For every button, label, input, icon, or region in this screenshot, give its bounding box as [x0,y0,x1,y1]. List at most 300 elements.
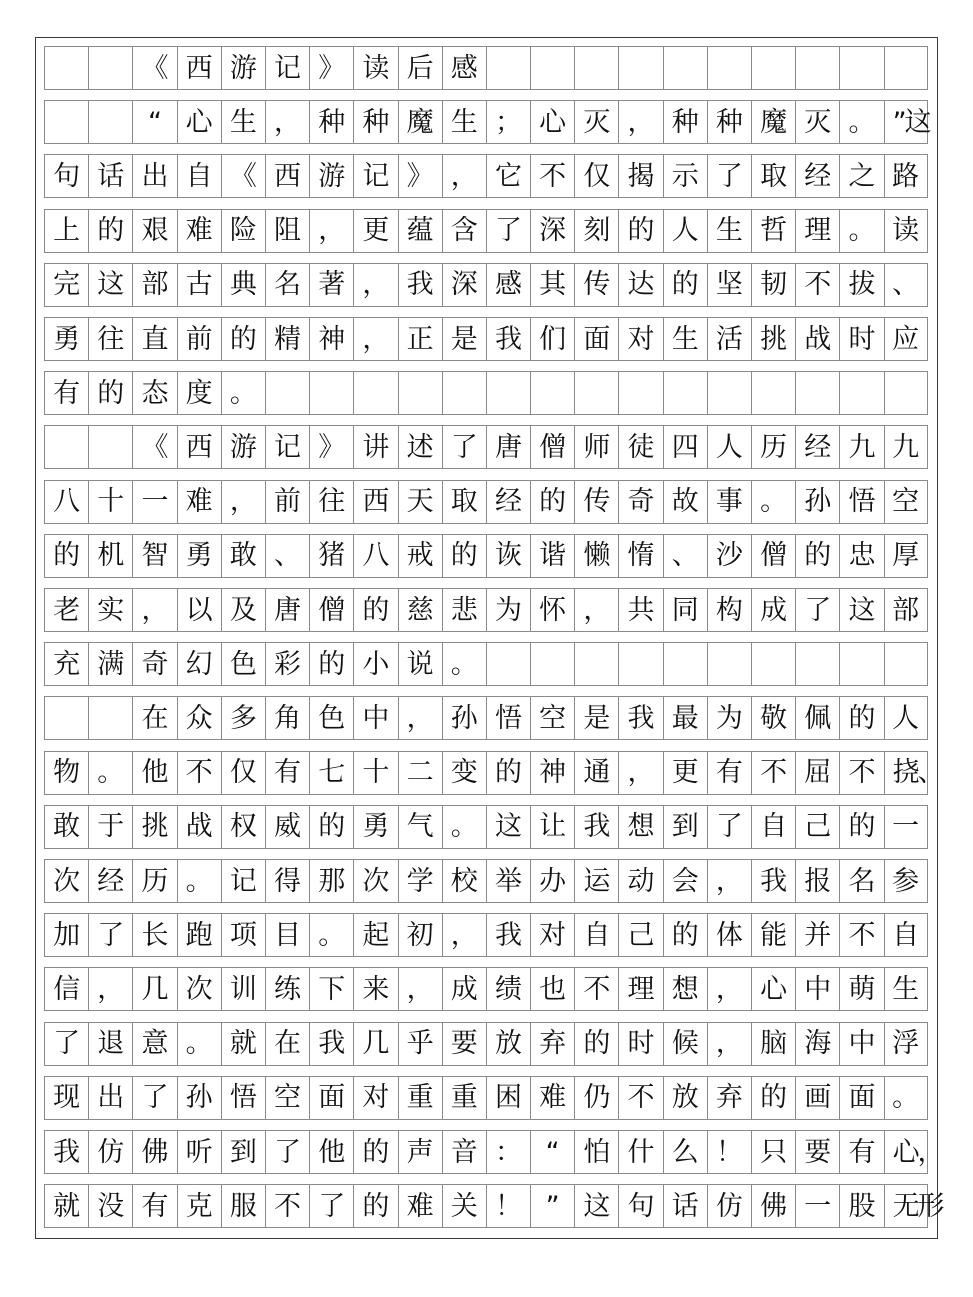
grid-cell: 空 [884,481,928,523]
grid-cell: 运 [574,860,618,902]
grid-row [44,209,928,253]
grid-cell [884,372,928,414]
grid-cell: 感 [486,264,530,306]
grid-cell: 彩 [265,643,309,685]
grid-cell: 校 [442,860,486,902]
grid-cell: 不 [530,155,574,197]
grid-cell: 的 [309,806,353,848]
grid-cell: 不 [751,752,795,794]
grid-cell: 威 [265,806,309,848]
grid-cell: 了 [88,914,132,956]
grid-cell: 我 [44,1131,88,1173]
grid-cell: 它 [486,155,530,197]
grid-cell: 现 [44,1077,88,1119]
grid-cell: 克 [177,1185,221,1227]
grid-cell: 次 [44,860,88,902]
grid-cell [574,47,618,89]
grid-row [44,154,928,198]
grid-cell: 弃 [530,1023,574,1065]
grid-cell: 。 [884,1077,928,1119]
grid-cell: 己 [795,806,839,848]
grid-cell: 种 [663,101,707,143]
grid-cell: 学 [398,860,442,902]
grid-cell: 《 [132,47,176,89]
grid-cell: 七 [309,752,353,794]
grid-cell: 战 [795,318,839,360]
grid-row [44,1022,928,1066]
grid-cell: 。 [442,806,486,848]
grid-cell: 要 [442,1023,486,1065]
grid-row [44,534,928,578]
grid-cell: 经 [795,426,839,468]
grid-cell: 不 [839,914,883,956]
grid-cell: 达 [618,264,662,306]
grid-cell [574,643,618,685]
grid-cell: 往 [309,481,353,523]
grid-cell: 对 [618,318,662,360]
grid-cell [442,372,486,414]
grid-cell: 怕 [574,1131,618,1173]
grid-cell: 谐 [530,535,574,577]
grid-cell: 来 [353,968,397,1010]
grid-cell: 。 [442,643,486,685]
grid-cell: 到 [221,1131,265,1173]
grid-cell: 在 [132,697,176,739]
grid-cell: 。 [177,860,221,902]
grid-cell: 这 [88,264,132,306]
grid-cell: 弃 [707,1077,751,1119]
grid-cell: 游 [221,47,265,89]
grid-cell: 难 [177,210,221,252]
grid-cell: 深 [530,210,574,252]
grid-cell: 出 [132,155,176,197]
grid-cell: 长 [132,914,176,956]
grid-cell: 色 [221,643,265,685]
grid-cell: 的 [221,318,265,360]
grid-cell: 正 [398,318,442,360]
grid-cell: 古 [177,264,221,306]
grid-cell: 了 [44,1023,88,1065]
grid-cell [839,47,883,89]
grid-cell: 成 [751,589,795,631]
grid-cell: 最 [663,697,707,739]
grid-cell: 。 [309,914,353,956]
grid-row [44,1076,928,1120]
grid-cell: 到 [663,806,707,848]
grid-cell: 、 [265,535,309,577]
grid-cell: 我 [486,318,530,360]
grid-row [44,913,928,957]
grid-cell: 有 [265,752,309,794]
grid-cell: 想 [663,968,707,1010]
grid-row [44,859,928,903]
grid-cell: 仅 [221,752,265,794]
grid-cell: ： [486,1131,530,1173]
grid-cell: 感 [442,47,486,89]
grid-cell: 股 [839,1185,883,1227]
grid-cell: 的 [751,1077,795,1119]
grid-cell: 空 [530,697,574,739]
grid-cell: 充 [44,643,88,685]
grid-cell: 上 [44,210,88,252]
grid-cell: 要 [795,1131,839,1173]
grid-cell: 仅 [574,155,618,197]
grid-cell: 了 [795,589,839,631]
grid-cell: 部 [132,264,176,306]
grid-cell: 不 [177,752,221,794]
grid-cell: 什 [618,1131,662,1173]
grid-cell: ， [353,318,397,360]
grid-cell: 并 [795,914,839,956]
grid-cell: 了 [265,1131,309,1173]
grid-cell: 能 [751,914,795,956]
grid-cell: 佛 [132,1131,176,1173]
grid-cell: 不 [795,264,839,306]
grid-cell: 生 [663,318,707,360]
grid-cell: 时 [839,318,883,360]
grid-cell: 名 [839,860,883,902]
grid-cell: 多 [221,697,265,739]
grid-cell: 完 [44,264,88,306]
grid-cell: 了 [486,210,530,252]
grid-cell: 》 [309,47,353,89]
grid-cell: ！ [707,1131,751,1173]
grid-cell: 态 [132,372,176,414]
grid-cell: 奇 [618,481,662,523]
grid-cell: 、 [884,264,928,306]
grid-cell [795,643,839,685]
grid-cell: 生 [442,101,486,143]
grid-cell: 》 [309,426,353,468]
grid-cell: 西 [177,426,221,468]
grid-cell: 角 [265,697,309,739]
grid-cell: 经 [88,860,132,902]
grid-cell: 为 [707,697,751,739]
grid-cell: 说 [398,643,442,685]
grid-cell: 脑 [751,1023,795,1065]
grid-cell: 次 [177,968,221,1010]
grid-cell: 孙 [442,697,486,739]
grid-cell: 的 [44,535,88,577]
grid-cell: 更 [353,210,397,252]
grid-cell [574,372,618,414]
grid-cell: 十 [353,752,397,794]
grid-cell: 练 [265,968,309,1010]
grid-cell: 传 [574,481,618,523]
grid-cell: 艰 [132,210,176,252]
grid-cell: 面 [839,1077,883,1119]
grid-cell: 二 [398,752,442,794]
grid-cell: 我 [309,1023,353,1065]
grid-cell: 往 [88,318,132,360]
grid-cell: 权 [221,806,265,848]
grid-cell: 无形 [884,1185,928,1227]
grid-cell: 典 [221,264,265,306]
grid-cell: 理 [795,210,839,252]
grid-cell: 己 [618,914,662,956]
grid-cell: 萌 [839,968,883,1010]
grid-cell: 灭 [574,101,618,143]
grid-cell: 话 [88,155,132,197]
grid-cell: 参 [884,860,928,902]
grid-cell: 经 [486,481,530,523]
grid-cell: 跑 [177,914,221,956]
grid-cell: 的 [574,1023,618,1065]
grid-cell: 惰 [618,535,662,577]
grid-cell: 于 [88,806,132,848]
grid-cell: 共 [618,589,662,631]
grid-cell: 种 [707,101,751,143]
grid-cell: 机 [88,535,132,577]
grid-cell: 四 [663,426,707,468]
grid-cell: 人 [663,210,707,252]
grid-cell [486,372,530,414]
grid-cell [88,101,132,143]
grid-cell: 的 [486,752,530,794]
grid-cell: 了 [132,1077,176,1119]
grid-cell: 魔 [751,101,795,143]
grid-cell: 九 [839,426,883,468]
grid-row [44,1184,943,1228]
grid-cell: 训 [221,968,265,1010]
grid-cell: 天 [398,481,442,523]
grid-cell: 的 [530,481,574,523]
grid-cell [530,47,574,89]
grid-cell: 重 [442,1077,486,1119]
grid-cell: 难 [530,1077,574,1119]
grid-cell: 生 [884,968,928,1010]
grid-cell: 想 [618,806,662,848]
grid-cell: 的 [442,535,486,577]
grid-cell [795,47,839,89]
grid-cell: 厚 [884,535,928,577]
grid-cell: 让 [530,806,574,848]
grid-cell: 忠 [839,535,883,577]
grid-cell: 魔 [398,101,442,143]
grid-cell: 海 [795,1023,839,1065]
grid-cell: 猪 [309,535,353,577]
grid-cell: 有 [132,1185,176,1227]
grid-cell [353,372,397,414]
grid-cell: 取 [442,481,486,523]
grid-cell: ” [530,1185,574,1227]
grid-cell [663,372,707,414]
grid-cell: 听 [177,1131,221,1173]
grid-cell: 记 [353,155,397,197]
grid-cell [839,372,883,414]
grid-cell: 报 [795,860,839,902]
grid-cell: 一 [884,806,928,848]
grid-row [44,1130,943,1174]
grid-cell: 没 [88,1185,132,1227]
grid-cell: 深 [442,264,486,306]
grid-cell: 有 [707,752,751,794]
grid-cell: 幻 [177,643,221,685]
grid-cell: 为 [486,589,530,631]
grid-cell: 种 [353,101,397,143]
grid-cell: 下 [309,968,353,1010]
grid-cell: 我 [574,806,618,848]
grid-cell: 。 [177,1023,221,1065]
grid-cell: 也 [530,968,574,1010]
grid-cell: ， [132,589,176,631]
grid-cell: 在 [265,1023,309,1065]
grid-cell [88,47,132,89]
grid-cell: 我 [486,914,530,956]
grid-cell: 么 [663,1131,707,1173]
grid-cell: ， [574,589,618,631]
grid-cell: 项 [221,914,265,956]
grid-row [44,696,928,740]
grid-cell: 关 [442,1185,486,1227]
grid-cell: 西 [177,47,221,89]
grid-cell: 气 [398,806,442,848]
grid-cell: 心 [751,968,795,1010]
grid-cell: 这 [486,806,530,848]
grid-cell: 是 [442,318,486,360]
grid-cell: 阻 [265,210,309,252]
grid-cell: 中 [795,968,839,1010]
grid-cell: 就 [44,1185,88,1227]
grid-cell [88,426,132,468]
grid-cell: 懒 [574,535,618,577]
grid-cell: 有 [44,372,88,414]
grid-cell: 神 [530,752,574,794]
grid-cell: 的 [663,914,707,956]
grid-cell: 几 [353,1023,397,1065]
grid-cell: 挠、 [884,752,928,794]
grid-cell: 我 [751,860,795,902]
grid-cell: 韧 [751,264,795,306]
grid-cell: 不 [839,752,883,794]
grid-cell: 我 [398,264,442,306]
grid-cell: 生 [707,210,751,252]
grid-cell [618,643,662,685]
grid-cell: 险 [221,210,265,252]
grid-cell: 及 [221,589,265,631]
grid-cell: 浮 [884,1023,928,1065]
grid-cell: ； [486,101,530,143]
grid-cell: 西 [353,481,397,523]
grid-cell: 记 [221,860,265,902]
grid-row [44,642,928,686]
grid-cell: 仿 [88,1131,132,1173]
grid-cell: 含 [442,210,486,252]
grid-cell: 画 [795,1077,839,1119]
grid-cell: ， [707,1023,751,1065]
grid-cell: “ [530,1131,574,1173]
grid-cell [44,101,88,143]
grid-cell: 句 [44,155,88,197]
grid-cell: 示 [663,155,707,197]
grid-cell: 》 [398,155,442,197]
grid-cell: 他 [132,752,176,794]
grid-cell: 度 [177,372,221,414]
grid-cell: 悲 [442,589,486,631]
grid-cell: 活 [707,318,751,360]
grid-cell: 屈 [795,752,839,794]
grid-row [44,967,928,1011]
grid-cell: 悟 [839,481,883,523]
grid-cell: 九 [884,426,928,468]
grid-cell: 悟 [221,1077,265,1119]
grid-cell: 体 [707,914,751,956]
grid-cell: 对 [353,1077,397,1119]
grid-cell: 放 [663,1077,707,1119]
grid-row [44,100,928,144]
grid-cell: 人 [884,697,928,739]
grid-cell [839,643,883,685]
grid-cell: 色 [309,697,353,739]
grid-cell: 神 [309,318,353,360]
grid-cell [707,47,751,89]
grid-cell: 心 [530,101,574,143]
grid-cell: 心 [177,101,221,143]
grid-cell: ， [309,210,353,252]
grid-cell: 种 [309,101,353,143]
grid-cell: 目 [265,914,309,956]
grid-cell [486,643,530,685]
grid-cell: 服 [221,1185,265,1227]
grid-cell: 戒 [398,535,442,577]
grid-cell: 时 [618,1023,662,1065]
grid-cell [663,47,707,89]
grid-cell: 智 [132,535,176,577]
grid-cell: 勇 [353,806,397,848]
grid-cell: 绩 [486,968,530,1010]
grid-cell: ”这 [884,101,928,143]
grid-cell: 乎 [398,1023,442,1065]
grid-cell [44,47,88,89]
grid-cell: 意 [132,1023,176,1065]
grid-cell: 中 [353,697,397,739]
grid-cell: 奇 [132,643,176,685]
grid-cell: 。 [221,372,265,414]
grid-cell: 之 [839,155,883,197]
grid-cell: 几 [132,968,176,1010]
grid-cell [795,372,839,414]
grid-cell: 信 [44,968,88,1010]
grid-cell [44,426,88,468]
grid-cell: 师 [574,426,618,468]
grid-cell: 自 [884,914,928,956]
grid-cell [663,643,707,685]
grid-cell: 勇 [177,535,221,577]
grid-cell: 拔 [839,264,883,306]
grid-row [44,263,928,307]
grid-cell: 的 [618,210,662,252]
grid-cell: 勇 [44,318,88,360]
grid-row [44,588,928,632]
grid-cell: 讲 [353,426,397,468]
grid-cell: 不 [265,1185,309,1227]
grid-cell: 《 [221,155,265,197]
grid-cell: 传 [574,264,618,306]
grid-cell [618,372,662,414]
grid-cell: 构 [707,589,751,631]
grid-cell: 事 [707,481,751,523]
grid-cell: 放 [486,1023,530,1065]
grid-cell: 孙 [177,1077,221,1119]
grid-cell: 佩 [795,697,839,739]
grid-cell: 面 [309,1077,353,1119]
grid-cell: 读 [884,210,928,252]
grid-cell: 孙 [795,481,839,523]
grid-cell: 了 [309,1185,353,1227]
grid-cell: 直 [132,318,176,360]
grid-cell: 路 [884,155,928,197]
grid-cell: 这 [574,1185,618,1227]
